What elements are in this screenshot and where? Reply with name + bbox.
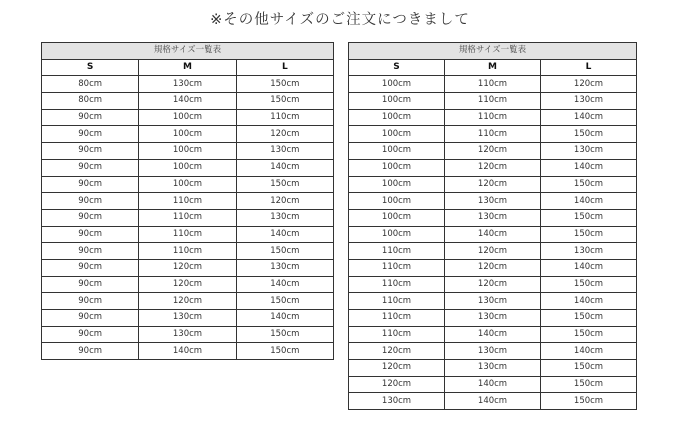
size-table-left xyxy=(41,42,334,360)
cell-l: 150cm xyxy=(541,393,637,410)
cell-m: 120cm xyxy=(139,259,236,276)
cell-l: 150cm xyxy=(541,326,637,343)
cell-s: 100cm xyxy=(349,226,445,243)
table-row xyxy=(42,176,334,193)
page-title: ※その他サイズのご注文につきまして xyxy=(210,12,470,28)
table-caption-row xyxy=(349,43,637,60)
cell-l: 130cm xyxy=(236,143,333,160)
column-header-s: S xyxy=(42,59,139,76)
table-row xyxy=(349,310,637,327)
cell-m: 110cm xyxy=(445,76,541,93)
cell-s: 110cm xyxy=(349,293,445,310)
cell-s: 120cm xyxy=(349,376,445,393)
cell-s: 100cm xyxy=(349,193,445,210)
cell-l: 150cm xyxy=(541,126,637,143)
cell-s: 100cm xyxy=(349,76,445,93)
table-row xyxy=(349,343,637,360)
cell-m: 120cm xyxy=(445,143,541,160)
table-row xyxy=(42,109,334,126)
cell-m: 140cm xyxy=(445,393,541,410)
table-row xyxy=(349,326,637,343)
cell-m: 120cm xyxy=(445,159,541,176)
column-header-l: L xyxy=(236,59,333,76)
table-row xyxy=(42,310,334,327)
cell-m: 120cm xyxy=(445,243,541,260)
cell-l: 130cm xyxy=(541,243,637,260)
cell-l: 150cm xyxy=(236,243,333,260)
cell-s: 100cm xyxy=(349,93,445,110)
cell-s: 120cm xyxy=(349,360,445,377)
cell-l: 140cm xyxy=(541,193,637,210)
table-row xyxy=(349,360,637,377)
cell-l: 140cm xyxy=(541,109,637,126)
table-caption: 規格サイズ一覧表 xyxy=(42,43,334,60)
cell-m: 110cm xyxy=(445,93,541,110)
table-row xyxy=(349,126,637,143)
cell-s: 90cm xyxy=(42,243,139,260)
cell-l: 150cm xyxy=(541,209,637,226)
cell-l: 110cm xyxy=(236,109,333,126)
cell-s: 90cm xyxy=(42,143,139,160)
size-table-right xyxy=(348,42,637,410)
cell-l: 150cm xyxy=(541,376,637,393)
cell-s: 90cm xyxy=(42,209,139,226)
cell-m: 110cm xyxy=(139,226,236,243)
cell-s: 110cm xyxy=(349,310,445,327)
table-body xyxy=(349,76,637,410)
cell-s: 100cm xyxy=(349,209,445,226)
cell-s: 90cm xyxy=(42,293,139,310)
cell-l: 120cm xyxy=(541,76,637,93)
cell-s: 90cm xyxy=(42,343,139,360)
table-body xyxy=(42,76,334,360)
cell-l: 140cm xyxy=(541,343,637,360)
table-row xyxy=(42,259,334,276)
table-header-row xyxy=(349,59,637,76)
table-caption-row xyxy=(42,43,334,60)
column-header-m: M xyxy=(139,59,236,76)
cell-l: 130cm xyxy=(236,259,333,276)
cell-m: 140cm xyxy=(139,343,236,360)
table-row xyxy=(349,109,637,126)
cell-l: 140cm xyxy=(541,293,637,310)
table-caption: 規格サイズ一覧表 xyxy=(349,43,637,60)
cell-l: 150cm xyxy=(541,176,637,193)
cell-s: 110cm xyxy=(349,276,445,293)
cell-s: 130cm xyxy=(349,393,445,410)
cell-l: 150cm xyxy=(541,226,637,243)
table-row xyxy=(349,259,637,276)
cell-m: 100cm xyxy=(139,159,236,176)
table-row xyxy=(42,93,334,110)
table-row xyxy=(349,93,637,110)
cell-l: 150cm xyxy=(236,326,333,343)
cell-m: 140cm xyxy=(445,226,541,243)
cell-l: 140cm xyxy=(236,226,333,243)
cell-m: 110cm xyxy=(139,243,236,260)
table-row xyxy=(349,276,637,293)
cell-l: 120cm xyxy=(236,126,333,143)
cell-m: 130cm xyxy=(139,76,236,93)
cell-m: 140cm xyxy=(445,326,541,343)
cell-m: 130cm xyxy=(139,326,236,343)
cell-m: 130cm xyxy=(445,293,541,310)
cell-m: 110cm xyxy=(139,209,236,226)
cell-m: 100cm xyxy=(139,176,236,193)
cell-l: 150cm xyxy=(541,360,637,377)
table-row xyxy=(349,209,637,226)
cell-m: 140cm xyxy=(139,93,236,110)
cell-s: 100cm xyxy=(349,159,445,176)
column-header-s: S xyxy=(349,59,445,76)
cell-m: 110cm xyxy=(445,126,541,143)
cell-l: 140cm xyxy=(541,159,637,176)
cell-l: 140cm xyxy=(236,310,333,327)
cell-s: 90cm xyxy=(42,159,139,176)
table-row xyxy=(349,159,637,176)
table-row xyxy=(42,226,334,243)
column-header-m: M xyxy=(445,59,541,76)
table-row xyxy=(42,209,334,226)
table-row xyxy=(42,293,334,310)
table-row xyxy=(349,193,637,210)
table-row xyxy=(42,326,334,343)
cell-s: 100cm xyxy=(349,176,445,193)
table-row xyxy=(42,193,334,210)
cell-s: 90cm xyxy=(42,326,139,343)
cell-s: 110cm xyxy=(349,259,445,276)
cell-s: 80cm xyxy=(42,76,139,93)
cell-m: 130cm xyxy=(445,209,541,226)
cell-s: 90cm xyxy=(42,193,139,210)
cell-s: 100cm xyxy=(349,126,445,143)
cell-l: 140cm xyxy=(236,159,333,176)
cell-m: 120cm xyxy=(139,276,236,293)
cell-l: 150cm xyxy=(541,310,637,327)
cell-s: 90cm xyxy=(42,126,139,143)
cell-m: 100cm xyxy=(139,126,236,143)
cell-m: 130cm xyxy=(445,343,541,360)
table-row xyxy=(349,176,637,193)
table-row xyxy=(42,276,334,293)
cell-l: 140cm xyxy=(541,259,637,276)
cell-m: 100cm xyxy=(139,143,236,160)
table-row xyxy=(349,293,637,310)
table-row xyxy=(42,126,334,143)
cell-l: 150cm xyxy=(236,343,333,360)
table-row xyxy=(42,343,334,360)
table-row xyxy=(42,243,334,260)
cell-l: 150cm xyxy=(236,76,333,93)
cell-m: 120cm xyxy=(445,276,541,293)
cell-s: 90cm xyxy=(42,109,139,126)
table-row xyxy=(349,376,637,393)
cell-l: 150cm xyxy=(236,93,333,110)
cell-m: 130cm xyxy=(139,310,236,327)
cell-m: 120cm xyxy=(445,259,541,276)
cell-l: 140cm xyxy=(236,276,333,293)
table-row xyxy=(349,243,637,260)
table-row xyxy=(349,143,637,160)
cell-s: 110cm xyxy=(349,243,445,260)
table-row xyxy=(42,143,334,160)
column-header-l: L xyxy=(541,59,637,76)
cell-s: 90cm xyxy=(42,226,139,243)
cell-s: 90cm xyxy=(42,259,139,276)
table-row xyxy=(349,393,637,410)
cell-l: 130cm xyxy=(236,209,333,226)
cell-m: 130cm xyxy=(445,310,541,327)
cell-m: 130cm xyxy=(445,193,541,210)
cell-l: 120cm xyxy=(236,193,333,210)
cell-m: 120cm xyxy=(139,293,236,310)
cell-l: 130cm xyxy=(541,93,637,110)
cell-l: 150cm xyxy=(236,293,333,310)
cell-l: 150cm xyxy=(541,276,637,293)
table-row xyxy=(349,226,637,243)
table-row xyxy=(42,76,334,93)
cell-m: 120cm xyxy=(445,176,541,193)
cell-s: 100cm xyxy=(349,143,445,160)
table-header-row xyxy=(42,59,334,76)
cell-s: 120cm xyxy=(349,343,445,360)
cell-s: 110cm xyxy=(349,326,445,343)
cell-l: 130cm xyxy=(541,143,637,160)
cell-m: 130cm xyxy=(445,360,541,377)
cell-s: 90cm xyxy=(42,310,139,327)
cell-s: 80cm xyxy=(42,93,139,110)
cell-l: 150cm xyxy=(236,176,333,193)
cell-m: 110cm xyxy=(139,193,236,210)
cell-s: 100cm xyxy=(349,109,445,126)
cell-m: 140cm xyxy=(445,376,541,393)
table-row xyxy=(42,159,334,176)
cell-m: 110cm xyxy=(445,109,541,126)
cell-s: 90cm xyxy=(42,276,139,293)
cell-m: 100cm xyxy=(139,109,236,126)
cell-s: 90cm xyxy=(42,176,139,193)
table-row xyxy=(349,76,637,93)
